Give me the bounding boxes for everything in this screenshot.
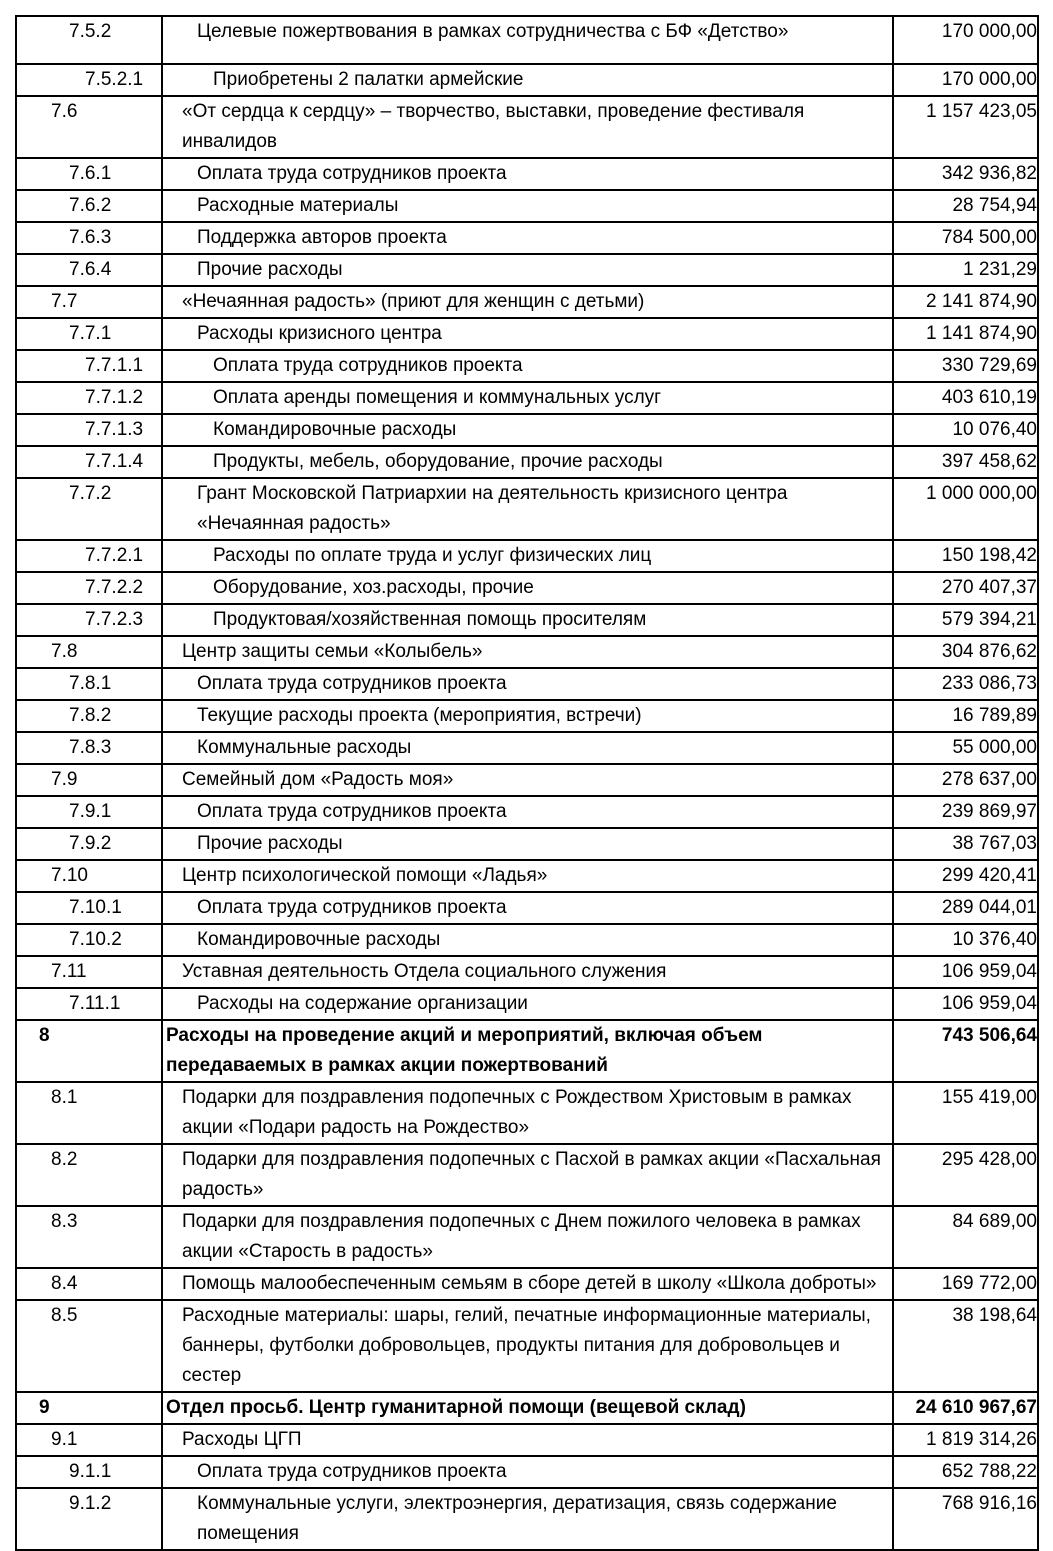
item-amount: 2 141 874,90 [893,286,1038,318]
item-amount: 10 076,40 [893,414,1038,446]
item-amount: 1 231,29 [893,254,1038,286]
item-description: Оплата аренды помещения и коммунальных услуг [162,382,893,414]
item-description: Расходы по оплате труда и услуг физических лиц [162,540,893,572]
item-number: 7.7.1 [16,318,162,350]
table-row [16,286,1038,318]
item-amount: 170 000,00 [893,64,1038,96]
item-description: Оплата труда сотрудников проекта [162,158,893,190]
table-row [16,382,1038,414]
table-row [16,190,1038,222]
item-amount: 299 420,41 [893,860,1038,892]
item-description: «Нечаянная радость» (приют для женщин с детьми) [162,286,893,318]
item-number: 7.7.1.3 [16,414,162,446]
item-description: Расходы кризисного центра [162,318,893,350]
table-row [16,700,1038,732]
item-number: 7.7 [16,286,162,318]
item-number: 7.7.2.2 [16,572,162,604]
expense-table [15,15,1039,1551]
item-description: Оплата труда сотрудников проекта [162,1456,893,1488]
item-number: 9 [16,1392,162,1424]
item-description: Подарки для поздравления подопечных с Днем пожилого человека в рамках акции «Старость в радость» [162,1206,893,1268]
item-description: Продукты, мебель, оборудование, прочие расходы [162,446,893,478]
item-number: 7.5.2.1 [16,64,162,96]
item-amount: 170 000,00 [893,16,1038,64]
item-description: Приобретены 2 палатки армейские [162,64,893,96]
item-amount: 106 959,04 [893,956,1038,988]
table-row [16,892,1038,924]
item-description: Семейный дом «Радость моя» [162,764,893,796]
item-number: 7.11 [16,956,162,988]
item-description: Расходные материалы: шары, гелий, печатные информационные материалы, баннеры, футболки добровольцев, продукты питания для добровольцев и сестер [162,1300,893,1392]
table-row [16,540,1038,572]
item-number: 9.1 [16,1424,162,1456]
table-row [16,988,1038,1020]
item-amount: 403 610,19 [893,382,1038,414]
item-amount: 743 506,64 [893,1020,1038,1082]
item-description: Текущие расходы проекта (мероприятия, встречи) [162,700,893,732]
item-description: Продуктовая/хозяйственная помощь просителям [162,604,893,636]
item-description: Командировочные расходы [162,414,893,446]
item-description: Расходы на содержание организации [162,988,893,1020]
item-number: 7.8 [16,636,162,668]
item-number: 7.7.1.1 [16,350,162,382]
item-amount: 652 788,22 [893,1456,1038,1488]
table-row [16,478,1038,540]
item-description: Уставная деятельность Отдела социального служения [162,956,893,988]
item-description: Прочие расходы [162,828,893,860]
item-amount: 342 936,82 [893,158,1038,190]
item-description: Грант Московской Патриархии на деятельность кризисного центра «Нечаянная радость» [162,478,893,540]
item-number: 7.6.4 [16,254,162,286]
item-number: 9.1.2 [16,1488,162,1550]
table-row [16,158,1038,190]
item-number: 7.6.2 [16,190,162,222]
item-description: Командировочные расходы [162,924,893,956]
item-number: 7.7.1.4 [16,446,162,478]
item-amount: 295 428,00 [893,1144,1038,1206]
item-description: Коммунальные услуги, электроэнергия, дератизация, связь содержание помещения [162,1488,893,1550]
item-description: Оборудование, хоз.расходы, прочие [162,572,893,604]
item-description: Отдел просьб. Центр гуманитарной помощи (вещевой склад) [162,1392,893,1424]
table-row [16,1206,1038,1268]
item-amount: 24 610 967,67 [893,1392,1038,1424]
item-amount: 38 198,64 [893,1300,1038,1392]
item-description: Оплата труда сотрудников проекта [162,668,893,700]
item-number: 7.5.2 [16,16,162,64]
item-amount: 330 729,69 [893,350,1038,382]
item-amount: 10 376,40 [893,924,1038,956]
item-amount: 278 637,00 [893,764,1038,796]
item-amount: 270 407,37 [893,572,1038,604]
table-row [16,1392,1038,1424]
table-row [16,732,1038,764]
table-row [16,222,1038,254]
item-amount: 233 086,73 [893,668,1038,700]
item-number: 8.2 [16,1144,162,1206]
table-row [16,1488,1038,1550]
item-amount: 1 000 000,00 [893,478,1038,540]
table-row [16,860,1038,892]
item-description: Центр защиты семьи «Колыбель» [162,636,893,668]
item-number: 8.5 [16,1300,162,1392]
item-amount: 289 044,01 [893,892,1038,924]
item-amount: 169 772,00 [893,1268,1038,1300]
table-row [16,1456,1038,1488]
table-row [16,572,1038,604]
item-number: 7.8.3 [16,732,162,764]
table-row [16,446,1038,478]
table-row [16,636,1038,668]
table-row [16,604,1038,636]
item-amount: 784 500,00 [893,222,1038,254]
table-row [16,1424,1038,1456]
item-description: «От сердца к сердцу» – творчество, выставки, проведение фестиваля инвалидов [162,96,893,158]
item-amount: 155 419,00 [893,1082,1038,1144]
item-description: Оплата труда сотрудников проекта [162,350,893,382]
item-number: 7.9.1 [16,796,162,828]
item-number: 7.6.1 [16,158,162,190]
item-number: 7.9 [16,764,162,796]
table-row [16,796,1038,828]
table-row [16,1082,1038,1144]
item-amount: 1 819 314,26 [893,1424,1038,1456]
item-number: 7.11.1 [16,988,162,1020]
item-description: Помощь малообеспеченным семьям в сборе детей в школу «Школа доброты» [162,1268,893,1300]
item-amount: 38 767,03 [893,828,1038,860]
table-row [16,254,1038,286]
item-description: Оплата труда сотрудников проекта [162,892,893,924]
item-amount: 1 157 423,05 [893,96,1038,158]
table-row [16,764,1038,796]
item-number: 8.1 [16,1082,162,1144]
item-amount: 106 959,04 [893,988,1038,1020]
item-amount: 55 000,00 [893,732,1038,764]
table-row [16,350,1038,382]
item-number: 7.10 [16,860,162,892]
item-amount: 150 198,42 [893,540,1038,572]
item-number: 7.7.2.3 [16,604,162,636]
item-amount: 239 869,97 [893,796,1038,828]
item-description: Расходы на проведение акций и мероприятий, включая объем передаваемых в рамках акции пожертвований [162,1020,893,1082]
item-amount: 16 789,89 [893,700,1038,732]
item-amount: 397 458,62 [893,446,1038,478]
item-description: Подарки для поздравления подопечных с Пасхой в рамках акции «Пасхальная радость» [162,1144,893,1206]
table-row [16,1144,1038,1206]
table-row [16,318,1038,350]
item-amount: 304 876,62 [893,636,1038,668]
item-description: Поддержка авторов проекта [162,222,893,254]
item-amount: 1 141 874,90 [893,318,1038,350]
item-number: 7.10.1 [16,892,162,924]
item-number: 7.8.2 [16,700,162,732]
item-number: 7.8.1 [16,668,162,700]
item-number: 8.4 [16,1268,162,1300]
item-amount: 768 916,16 [893,1488,1038,1550]
table-row [16,1300,1038,1392]
table-row [16,96,1038,158]
item-number: 7.6 [16,96,162,158]
item-description: Целевые пожертвования в рамках сотрудничества с БФ «Детство» [162,16,893,64]
item-number: 7.6.3 [16,222,162,254]
item-description: Подарки для поздравления подопечных с Рождеством Христовым в рамках акции «Подари радость на Рождество» [162,1082,893,1144]
item-amount: 579 394,21 [893,604,1038,636]
table-row [16,668,1038,700]
item-number: 7.10.2 [16,924,162,956]
item-amount: 84 689,00 [893,1206,1038,1268]
item-number: 8 [16,1020,162,1082]
item-amount: 28 754,94 [893,190,1038,222]
item-description: Оплата труда сотрудников проекта [162,796,893,828]
table-row [16,1268,1038,1300]
item-number: 8.3 [16,1206,162,1268]
item-number: 7.7.2 [16,478,162,540]
table-row [16,924,1038,956]
table-row [16,828,1038,860]
item-description: Прочие расходы [162,254,893,286]
item-description: Центр психологической помощи «Ладья» [162,860,893,892]
table-row [16,956,1038,988]
table-row [16,414,1038,446]
table-row [16,64,1038,96]
table-row [16,16,1038,64]
table-row [16,1020,1038,1082]
item-number: 7.9.2 [16,828,162,860]
item-description: Расходы ЦГП [162,1424,893,1456]
item-description: Коммунальные расходы [162,732,893,764]
item-number: 7.7.1.2 [16,382,162,414]
item-description: Расходные материалы [162,190,893,222]
item-number: 9.1.1 [16,1456,162,1488]
item-number: 7.7.2.1 [16,540,162,572]
expense-table-body [16,16,1038,1550]
document-page [15,15,1037,1551]
